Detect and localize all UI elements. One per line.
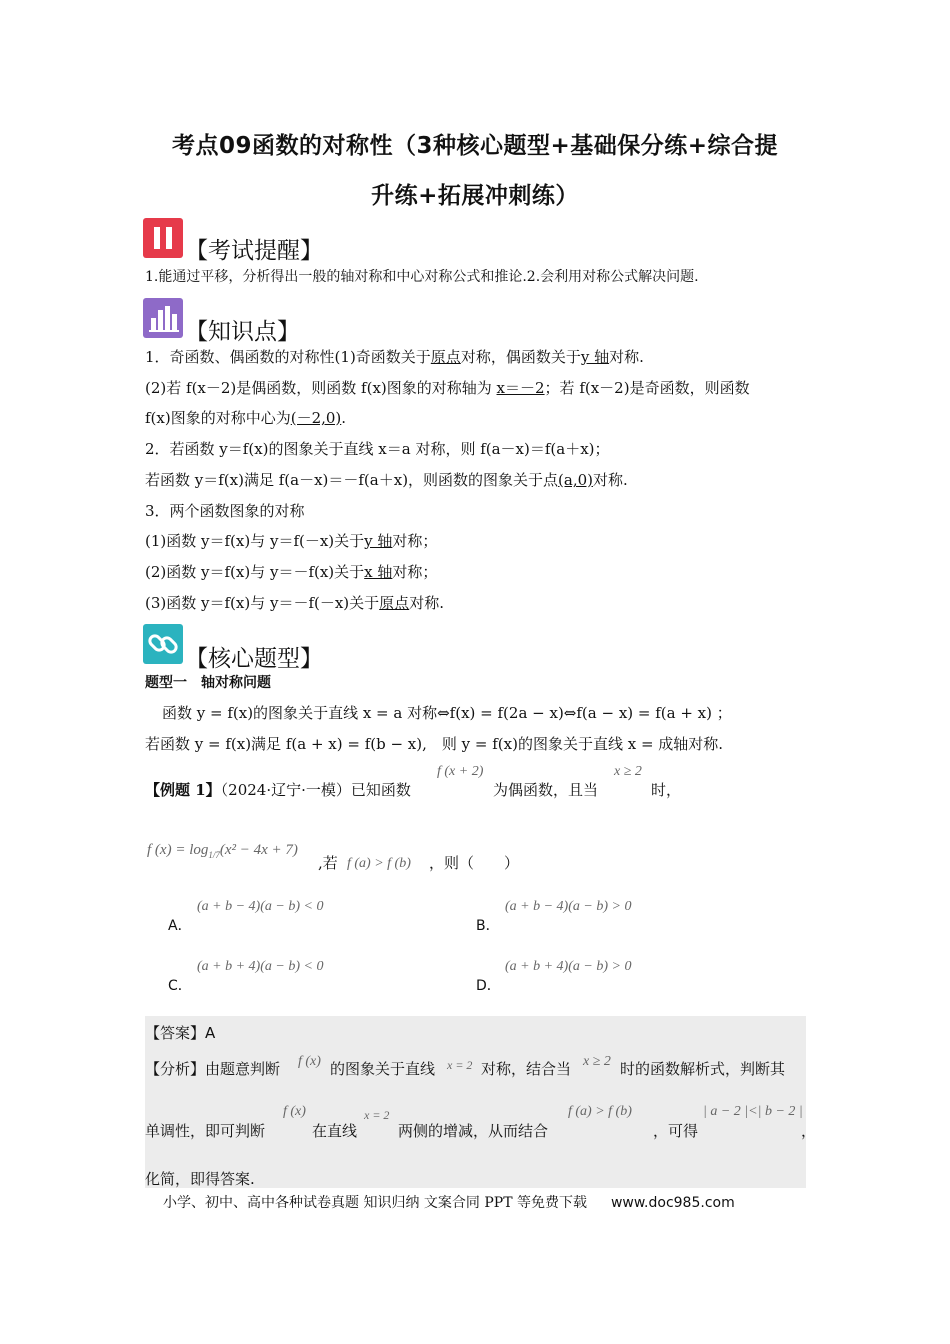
knowledge-heading: 【知识点】 — [185, 319, 300, 345]
option-b-expr[interactable]: (a + b − 4)(a − b) > 0 — [505, 899, 632, 914]
page-title-line2: 升练+拓展冲刺练） — [371, 183, 579, 209]
example-stem-end: 时， — [651, 781, 682, 799]
example-condition: f (a) > f (b) — [347, 856, 411, 871]
option-c-letter[interactable]: C． — [168, 978, 192, 994]
analysis-math-7: | a − 2 |<| b − 2 | — [703, 1104, 803, 1119]
knowledge-line-5: 若函数 y＝f(x)满足 f(a－x)＝－f(a＋x)，则函数的图象关于点(a,0)对称. — [145, 471, 628, 489]
analysis-math-6: f (a) > f (b) — [568, 1104, 632, 1119]
analysis-text-2: 的图象关于直线 — [330, 1060, 436, 1078]
link-icon — [143, 624, 183, 664]
option-b-letter[interactable]: B． — [476, 918, 500, 934]
option-a-expr[interactable]: (a + b − 4)(a − b) < 0 — [197, 899, 324, 914]
analysis-text-6: 在直线 — [312, 1122, 358, 1140]
knowledge-line-7: (1)函数 y＝f(x)与 y＝f(－x)关于y 轴对称； — [145, 532, 438, 550]
knowledge-line-3: f(x)图象的对称中心为(－2,0). — [145, 409, 347, 427]
analysis-text-5: 单调性，即可判断 — [145, 1122, 266, 1140]
analysis-math-3: x ≥ 2 — [583, 1054, 611, 1069]
knowledge-line-8: (2)函数 y＝f(x)与 y＝－f(x)关于x 轴对称； — [145, 563, 438, 581]
analysis-math-1: f (x) — [298, 1054, 321, 1069]
analysis-text-9: ， — [801, 1122, 817, 1140]
option-a-letter[interactable]: A． — [168, 918, 192, 934]
exam-reminder-heading: 【考试提醒】 — [185, 238, 323, 264]
example-stem-mid: 为偶函数，且当 — [493, 781, 599, 799]
answer-box — [145, 1016, 806, 1188]
problem-type-1: 题型一 轴对称问题 — [145, 675, 271, 691]
example-1-stem: 【例题 1】（2024·辽宁·一模）已知函数 — [145, 781, 411, 799]
analysis-math-5: x = 2 — [364, 1108, 390, 1122]
option-c-expr[interactable]: (a + b + 4)(a − b) < 0 — [197, 959, 324, 974]
analysis-text-3: 对称，结合当 — [481, 1060, 572, 1078]
example-expr-f-x-plus-2: f (x + 2) — [437, 764, 484, 779]
bar-chart-icon — [143, 298, 183, 338]
knowledge-line-1: 1．奇函数、偶函数的对称性(1)奇函数关于原点对称，偶函数关于y 轴对称. — [145, 348, 644, 366]
answer-line — [145, 1022, 215, 1043]
type1-rule-1: 函数 y = f(x)的图象关于直线 x = a 对称⇔f(x) = f(2a − x)⇔f(a − x) = f(a + x) ； — [162, 704, 732, 722]
knowledge-line-4: 2．若函数 y＝f(x)的图象关于直线 x＝a 对称，则 f(a－x)＝f(a＋x)； — [145, 440, 610, 458]
answer-value: A — [205, 1024, 216, 1042]
answer-label: 【答案】 — [145, 1024, 206, 1042]
knowledge-line-2: (2)若 f(x－2)是偶函数，则函数 f(x)图象的对称轴为 x＝－2；若 f(x－2)是奇函数，则函数 — [145, 379, 750, 397]
core-types-heading: 【核心题型】 — [185, 646, 323, 672]
type1-rule-2: 若函数 y = f(x)满足 f(a + x) = f(b − x), 则 y = f(x)的图象关于直线 x = 成轴对称. — [145, 735, 724, 753]
footer — [163, 1192, 735, 1212]
analysis-text-7: 两侧的增减，从而结合 — [398, 1122, 549, 1140]
exam-reminder-text: 1.能通过平移，分析得出一般的轴对称和中心对称公式和推论.2.会利用对称公式解决问题. — [145, 269, 699, 285]
example-then: ，则（ ） — [429, 854, 520, 872]
analysis-label-line: 【分析】由题意判断 — [145, 1060, 281, 1078]
analysis-text-4: 时的函数解析式，判断其 — [620, 1060, 786, 1078]
analysis-math-2: x = 2 — [447, 1058, 473, 1072]
analysis-text-8: ，可得 — [653, 1122, 699, 1140]
knowledge-line-6: 3．两个函数图象的对称 — [145, 502, 305, 520]
footer-url[interactable]: www.doc985.com — [610, 1195, 735, 1211]
example-function-def: f $(x) = \log_{1/7}(x^2 - 4x + 7)$ — [147, 842, 298, 860]
footer-text: 小学、初中、高中各种试卷真题 知识归纳 文案合同 PPT 等免费下载 — [163, 1195, 587, 1211]
page-title-line1: 考点09函数的对称性（3种核心题型+基础保分练+综合提 — [171, 133, 779, 159]
analysis-text-10: 化简，即得答案. — [145, 1170, 255, 1188]
option-d-expr[interactable]: (a + b + 4)(a − b) > 0 — [505, 959, 632, 974]
example-expr-x-ge-2: x ≥ 2 — [614, 764, 642, 779]
knowledge-line-9: (3)函数 y＝f(x)与 y＝－f(－x)关于原点对称. — [145, 594, 444, 612]
option-d-letter[interactable]: D． — [476, 978, 501, 994]
example-label: 【例题 1】 — [145, 781, 221, 799]
pause-icon — [143, 218, 183, 258]
example-if: ,若 — [318, 854, 338, 872]
analysis-math-4: f (x) — [283, 1104, 306, 1119]
